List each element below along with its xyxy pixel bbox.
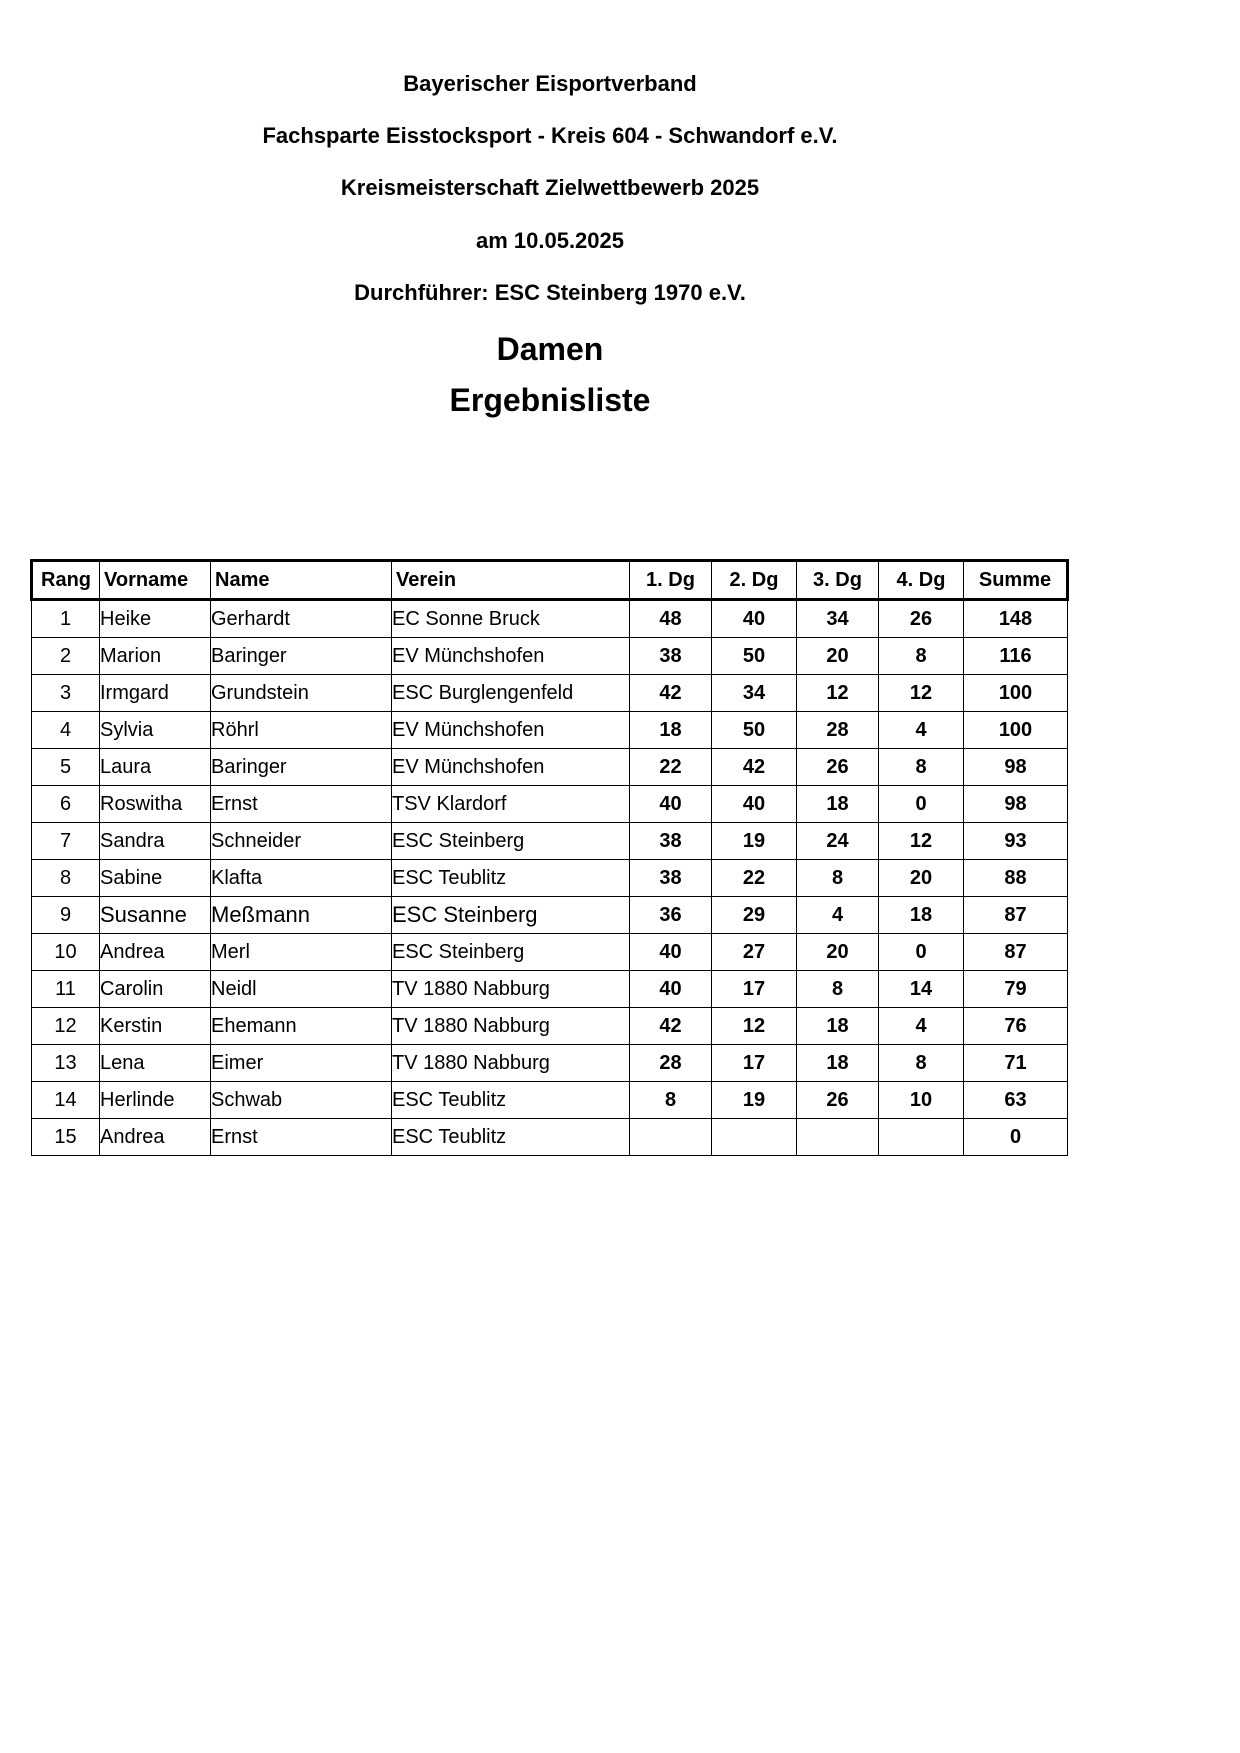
event-date: am 10.05.2025 [475,228,625,253]
cell-dg4: 10 [879,1082,964,1119]
table-row [32,638,1068,675]
cell-summe: 0 [964,1119,1068,1156]
cell-summe: 100 [964,712,1068,749]
cell-dg4: 20 [879,860,964,897]
cell-dg1: 48 [630,600,712,638]
cell-summe: 148 [964,600,1068,638]
cell-summe: 87 [964,897,1068,934]
cell-dg4: 12 [879,675,964,712]
cell-dg1: 40 [630,971,712,1008]
cell-summe: 100 [964,675,1068,712]
cell-rang: 13 [32,1045,100,1082]
cell-rang: 7 [32,823,100,860]
cell-rang: 15 [32,1119,100,1156]
cell-verein: TV 1880 Nabburg [392,1008,630,1045]
results-list-title: Ergebnisliste [449,382,651,418]
cell-name: Röhrl [211,712,392,749]
cell-verein: EV Münchshofen [392,638,630,675]
cell-name: Klafta [211,860,392,897]
division-title: Fachsparte Eisstocksport - Kreis 604 - Schwandorf e.V. [262,123,838,148]
cell-summe: 71 [964,1045,1068,1082]
cell-dg2: 19 [712,823,797,860]
cell-dg1: 22 [630,749,712,786]
cell-dg4: 14 [879,971,964,1008]
cell-dg3: 28 [797,712,879,749]
cell-dg2: 40 [712,786,797,823]
cell-dg1: 36 [630,897,712,934]
cell-vorname: Lena [100,1045,211,1082]
cell-dg4: 4 [879,1008,964,1045]
column-header-dg4: 4. Dg [879,561,964,600]
category-title: Damen [496,331,604,367]
cell-verein: ESC Teublitz [392,1119,630,1156]
cell-rang: 8 [32,860,100,897]
cell-name: Merl [211,934,392,971]
cell-verein: TV 1880 Nabburg [392,971,630,1008]
column-header-vorname: Vorname [100,561,211,600]
cell-dg1: 42 [630,675,712,712]
cell-dg1 [630,1119,712,1156]
cell-verein: ESC Steinberg [392,823,630,860]
cell-summe: 88 [964,860,1068,897]
cell-dg2 [712,1119,797,1156]
cell-rang: 4 [32,712,100,749]
cell-dg4: 8 [879,638,964,675]
cell-name: Neidl [211,971,392,1008]
cell-rang: 1 [32,600,100,638]
cell-dg4: 0 [879,934,964,971]
cell-dg1: 40 [630,934,712,971]
cell-dg1: 40 [630,786,712,823]
event-host: Durchführer: ESC Steinberg 1970 e.V. [354,280,746,305]
cell-dg1: 38 [630,823,712,860]
cell-dg1: 38 [630,638,712,675]
cell-dg2: 17 [712,1045,797,1082]
column-header-name: Name [211,561,392,600]
table-row [32,934,1068,971]
cell-dg3: 18 [797,1008,879,1045]
cell-dg2: 34 [712,675,797,712]
cell-name: Eimer [211,1045,392,1082]
cell-vorname: Heike [100,600,211,638]
cell-rang: 9 [32,897,100,934]
column-header-summe: Summe [964,561,1068,600]
cell-dg3: 26 [797,1082,879,1119]
cell-dg2: 19 [712,1082,797,1119]
cell-name: Ehemann [211,1008,392,1045]
table-row [32,971,1068,1008]
cell-vorname: Marion [100,638,211,675]
cell-verein: TV 1880 Nabburg [392,1045,630,1082]
cell-name: Ernst [211,786,392,823]
federation-title: Bayerischer Eisportverband [403,71,697,96]
table-row [32,897,1068,934]
cell-verein: EC Sonne Bruck [392,600,630,638]
cell-dg4: 12 [879,823,964,860]
cell-dg3: 8 [797,971,879,1008]
results-table-body [32,600,1068,1156]
cell-vorname: Carolin [100,971,211,1008]
cell-dg3: 12 [797,675,879,712]
cell-dg2: 12 [712,1008,797,1045]
cell-dg3: 24 [797,823,879,860]
cell-name: Gerhardt [211,600,392,638]
cell-verein: ESC Steinberg [392,934,630,971]
cell-summe: 87 [964,934,1068,971]
table-header-row [32,561,1068,600]
cell-dg4: 0 [879,786,964,823]
table-row [32,712,1068,749]
cell-name: Baringer [211,638,392,675]
cell-dg3: 26 [797,749,879,786]
cell-rang: 5 [32,749,100,786]
cell-summe: 93 [964,823,1068,860]
cell-vorname: Sandra [100,823,211,860]
cell-dg3: 18 [797,786,879,823]
cell-dg2: 17 [712,971,797,1008]
cell-dg3: 34 [797,600,879,638]
results-table [30,559,1069,1156]
cell-verein: ESC Teublitz [392,1082,630,1119]
table-row [32,1045,1068,1082]
cell-name: Ernst [211,1119,392,1156]
cell-dg3: 20 [797,934,879,971]
table-row [32,1119,1068,1156]
cell-dg3 [797,1119,879,1156]
cell-dg2: 50 [712,638,797,675]
column-header-verein: Verein [392,561,630,600]
cell-dg2: 27 [712,934,797,971]
column-header-rang: Rang [32,561,100,600]
cell-name: Schneider [211,823,392,860]
cell-summe: 63 [964,1082,1068,1119]
cell-dg4: 4 [879,712,964,749]
cell-dg2: 50 [712,712,797,749]
table-row [32,1082,1068,1119]
cell-rang: 12 [32,1008,100,1045]
table-row [32,600,1068,638]
cell-summe: 98 [964,749,1068,786]
cell-name: Schwab [211,1082,392,1119]
cell-dg1: 28 [630,1045,712,1082]
cell-rang: 10 [32,934,100,971]
cell-verein: EV Münchshofen [392,749,630,786]
column-header-dg1: 1. Dg [630,561,712,600]
cell-name: Baringer [211,749,392,786]
event-title: Kreismeisterschaft Zielwettbewerb 2025 [340,175,760,200]
table-row [32,1008,1068,1045]
cell-summe: 76 [964,1008,1068,1045]
cell-name: Meßmann [211,897,392,934]
column-header-dg2: 2. Dg [712,561,797,600]
table-row [32,749,1068,786]
cell-rang: 6 [32,786,100,823]
column-header-dg3: 3. Dg [797,561,879,600]
cell-vorname: Sylvia [100,712,211,749]
cell-summe: 98 [964,786,1068,823]
cell-rang: 11 [32,971,100,1008]
cell-verein: ESC Teublitz [392,860,630,897]
cell-verein: ESC Steinberg [392,897,630,934]
cell-dg4: 8 [879,1045,964,1082]
cell-dg1: 8 [630,1082,712,1119]
cell-vorname: Andrea [100,934,211,971]
cell-verein: ESC Burglengenfeld [392,675,630,712]
cell-dg2: 29 [712,897,797,934]
table-row [32,786,1068,823]
cell-summe: 116 [964,638,1068,675]
cell-dg1: 42 [630,1008,712,1045]
cell-vorname: Susanne [100,897,211,934]
cell-verein: EV Münchshofen [392,712,630,749]
table-row [32,860,1068,897]
cell-vorname: Sabine [100,860,211,897]
cell-vorname: Herlinde [100,1082,211,1119]
cell-dg1: 38 [630,860,712,897]
cell-dg4 [879,1119,964,1156]
cell-vorname: Kerstin [100,1008,211,1045]
cell-rang: 3 [32,675,100,712]
cell-vorname: Laura [100,749,211,786]
cell-vorname: Andrea [100,1119,211,1156]
cell-verein: TSV Klardorf [392,786,630,823]
cell-dg3: 8 [797,860,879,897]
cell-dg2: 22 [712,860,797,897]
table-row [32,675,1068,712]
cell-rang: 14 [32,1082,100,1119]
cell-dg4: 8 [879,749,964,786]
cell-vorname: Roswitha [100,786,211,823]
cell-rang: 2 [32,638,100,675]
cell-dg2: 40 [712,600,797,638]
cell-dg4: 26 [879,600,964,638]
cell-dg3: 20 [797,638,879,675]
cell-dg3: 18 [797,1045,879,1082]
cell-summe: 79 [964,971,1068,1008]
cell-name: Grundstein [211,675,392,712]
cell-dg2: 42 [712,749,797,786]
cell-dg1: 18 [630,712,712,749]
table-row [32,823,1068,860]
cell-dg3: 4 [797,897,879,934]
cell-vorname: Irmgard [100,675,211,712]
cell-dg4: 18 [879,897,964,934]
